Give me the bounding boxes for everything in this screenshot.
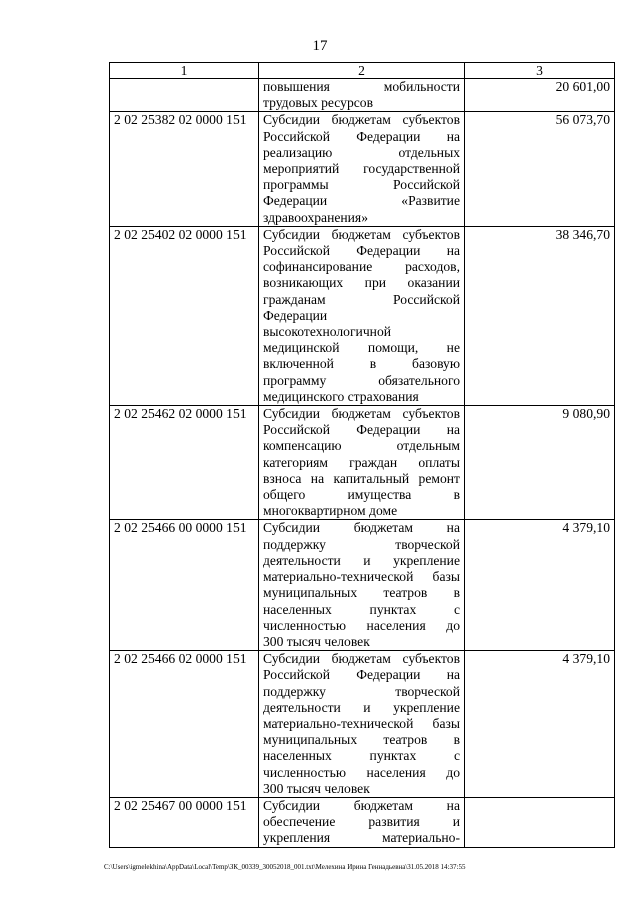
description-line: здравоохранения»: [263, 209, 368, 225]
description: [259, 226, 465, 405]
table-row: [110, 651, 615, 798]
description-line: повышения мобильности: [263, 79, 460, 94]
budget-code: 2 02 25467 00 0000 151: [110, 797, 259, 847]
description-line: деятельности и укрепление: [263, 699, 460, 715]
description: [259, 651, 465, 798]
description-line: численностью населения до: [263, 617, 460, 633]
description-line: Субсидии бюджетам субъектов: [263, 406, 460, 422]
description-line: материально-технической базы: [263, 715, 460, 731]
description: [259, 797, 465, 847]
table-row: [110, 520, 615, 651]
file-path-footer: C:\Users\igmelekhina\AppData\Local\Temp\ЗК_00339_30052018_001.txt\Мелехина Ирина Геннадьевна\31.05.2018 14:37:55: [104, 863, 466, 871]
table-row: [110, 79, 615, 112]
description-line: населенных пунктах с: [263, 748, 460, 764]
description-line: материально-технической базы: [263, 569, 460, 585]
table-row: [110, 797, 615, 847]
table-row: [110, 226, 615, 405]
description-line: высокотехнологичной: [263, 324, 392, 340]
amount: 4 379,10: [465, 651, 615, 798]
description-line: компенсацию отдельным: [263, 438, 460, 454]
amount: [465, 797, 615, 847]
description-line: многоквартирном доме: [263, 503, 398, 519]
table-row: [110, 406, 615, 520]
table-header-row: [110, 63, 615, 79]
description-line: Федерации «Развитие: [263, 193, 460, 209]
description-line: обеспечение развития и: [263, 814, 460, 830]
description-line: возникающих при оказании: [263, 275, 460, 291]
description-line: Субсидии бюджетам субъектов: [263, 651, 460, 667]
column-header: 2: [259, 63, 465, 79]
column-header: 1: [110, 63, 259, 79]
description-line: мероприятий государственной: [263, 161, 460, 177]
amount: 56 073,70: [465, 112, 615, 226]
description-line: взноса на капитальный ремонт: [263, 470, 460, 486]
budget-code: 2 02 25402 02 0000 151: [110, 226, 259, 405]
amount: 20 601,00: [465, 79, 615, 112]
page-number: 17: [312, 38, 328, 54]
description-line: численностью населения до: [263, 764, 460, 780]
budget-code: 2 02 25466 02 0000 151: [110, 651, 259, 798]
amount: 9 080,90: [465, 406, 615, 520]
description-line: софинансирование расходов,: [263, 259, 460, 275]
description-line: Субсидии бюджетам на: [263, 797, 460, 813]
budget-code: 2 02 25466 00 0000 151: [110, 520, 259, 651]
description-line: Российской Федерации на: [263, 667, 460, 683]
description-line: программу обязательного: [263, 372, 460, 388]
description-line: Субсидии бюджетам субъектов: [263, 112, 460, 128]
budget-code: 2 02 25462 02 0000 151: [110, 406, 259, 520]
description-line: гражданам Российской: [263, 291, 460, 307]
description-line: муниципальных театров в: [263, 732, 460, 748]
description: [259, 112, 465, 226]
table-row: [110, 112, 615, 226]
description-line: укрепления материально-: [263, 830, 460, 846]
column-header: 3: [465, 63, 615, 79]
description-line: программы Российской: [263, 177, 460, 193]
description-line: муниципальных театров в: [263, 585, 460, 601]
description-line: поддержку творческой: [263, 536, 460, 552]
budget-code: [110, 79, 259, 112]
description-line: включенной в базовую: [263, 356, 460, 372]
description-line: поддержку творческой: [263, 683, 460, 699]
amount: 38 346,70: [465, 226, 615, 405]
description-line: Субсидии бюджетам на: [263, 520, 460, 536]
description-line: категориям граждан оплаты: [263, 454, 460, 470]
description-line: Российской Федерации на: [263, 128, 460, 144]
budget-table: [109, 62, 615, 848]
description-line: Российской Федерации на: [263, 422, 460, 438]
description-line: деятельности и укрепление: [263, 552, 460, 568]
description-line: Российской Федерации на: [263, 243, 460, 259]
description-line: Субсидии бюджетам субъектов: [263, 226, 460, 242]
description-line: медицинской помощи, не: [263, 340, 460, 356]
amount: 4 379,10: [465, 520, 615, 651]
description-line: Федерации: [263, 307, 328, 323]
description-line: реализацию отдельных: [263, 144, 460, 160]
description-line: 300 тысяч человек: [263, 780, 370, 796]
description-line: трудовых ресурсов: [263, 95, 373, 111]
description: [259, 406, 465, 520]
description: [259, 79, 465, 112]
budget-code: 2 02 25382 02 0000 151: [110, 112, 259, 226]
description-line: населенных пунктах с: [263, 601, 460, 617]
description-line: общего имущества в: [263, 487, 460, 503]
description-line: 300 тысяч человек: [263, 633, 370, 649]
description-line: медицинского страхования: [263, 388, 419, 404]
description: [259, 520, 465, 651]
